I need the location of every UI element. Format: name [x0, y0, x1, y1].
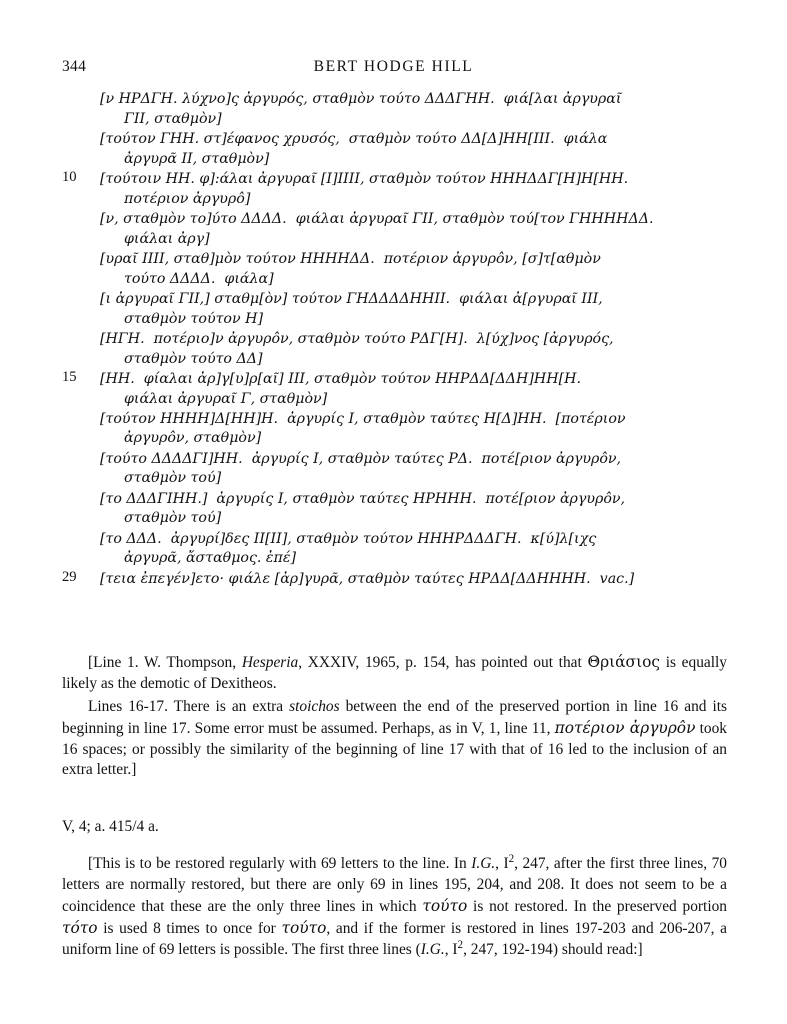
commentary-paragraph-lines16-17 — [62, 697, 727, 782]
inscription-block — [62, 90, 727, 590]
para2-term-stoichos: stoichos — [289, 697, 340, 715]
inscription-line — [62, 410, 727, 448]
para2-greek-phrase: ποτέριον ἀργυρôν — [554, 718, 696, 737]
inscription-line-text: [ΗΓΗ. ποτέριο]ν ἀργυρôν, σταθμὸν τούτο ΡΔΓ[Η]. λ[ύχ]νος [ἀργυρός, — [100, 330, 614, 347]
inscription-line — [62, 370, 727, 408]
running-head-title: BERT HODGE HILL — [313, 58, 474, 75]
para3-ig-ref-1: I.G. — [471, 855, 496, 873]
inscription-line-number: 29 — [62, 568, 77, 585]
inscription-line-text: [τούτο ΔΔΔΔΓΙ]ΗΗ. ἀργυρίς Ι, σταθμὸν ταύτες ΡΔ. ποτέ[ριον ἀργυρôν, — [100, 450, 622, 467]
inscription-line-text: [το ΔΔΔΓΙΗΗ.] ἀργυρίς Ι, σταθμὸν ταύτες ΗΡΗΗΗ. ποτέ[ριον ἀργυρôν, — [100, 490, 626, 507]
para1-text-3: is equally likely as the demotic of Dexitheos. — [62, 654, 727, 692]
inscription-line-text: [τούτον ΗΗΗΗ]Δ[ΗΗ]Η. ἀργυρίς Ι, σταθμὸν ταύτες Η[Δ]ΗΗ. [ποτέριον — [100, 410, 626, 427]
page-number: 344 — [62, 58, 87, 75]
inscription-line-continuation: φιάλαι ἀργ] — [124, 230, 210, 247]
inscription-line-number: 15 — [62, 368, 77, 385]
inscription-line-continuation: ἀργυρôν, σταθμὸν] — [124, 430, 262, 447]
inscription-line-continuation: ἀργυρᾶ ΙΙ, σταθμὸν] — [124, 150, 270, 167]
inscription-line — [62, 290, 727, 328]
para3-text-6: , and if the former is restored in lines 197-203 and 206-207, a uniform line of 69 letters is possible. The first three lines ( — [62, 919, 727, 958]
inscription-line-text: [ν ΗΡΔΓΗ. λύχνο]ς ἀργυρός, σταθμὸν τούτο ΔΔΔΓΗΗ. φιά[λαι ἀργυραῖ — [100, 91, 622, 107]
para3-text-8: , 247, 192-194) should read:] — [463, 940, 643, 958]
para3-superscript-2: 2 — [457, 938, 464, 951]
inscription-line-continuation: σταθμὸν τού] — [124, 470, 222, 487]
inscription-line-continuation: ΓΙΙ, σταθμὸν] — [124, 110, 222, 127]
para3-text-1: [This is to be restored regularly with 69 letters to the line. In — [88, 855, 472, 873]
para2-text-1: Lines 16-17. There is an extra — [88, 697, 290, 715]
paragraph-spacer — [62, 781, 727, 797]
inscription-line — [62, 170, 727, 208]
inscription-line — [62, 570, 727, 589]
inscription-line-text: [τούτοιν ΗΗ. φ]:άλαι ἀργυραῖ [Ι]ΙΙΙΙ, σταθμὸν τούτον ΗΗΗΔΔΓ[Η]Η[ΗΗ. — [100, 170, 629, 187]
inscription-line-continuation: ἀργυρᾶ, ἄσταθμος. ἐπέ] — [124, 550, 297, 567]
inscription-line-continuation: σταθμὸν τού] — [124, 510, 222, 527]
para3-greek-1: τούτο — [422, 896, 468, 915]
para1-text-2: , XXXIV, 1965, p. 154, has pointed out that — [298, 654, 588, 671]
inscription-line-number: 10 — [62, 168, 77, 185]
para3-text-5: is used 8 times to once for — [97, 919, 282, 937]
inscription-line-continuation: σταθμὸν τούτο ΔΔ] — [124, 350, 263, 367]
inscription-line — [62, 210, 727, 248]
para3-text-7: , I — [444, 940, 458, 958]
inscription-line-continuation: ποτέριον ἀργυρô] — [124, 190, 251, 207]
inscription-line-text: [ι ἀργυραῖ ΓΙΙ,] σταθμ[ὸν] τούτον ΓΗΔΔΔΔΗΗΙΙ. φιάλαι ἀ[ργυραῖ ΙΙΙ, — [100, 290, 603, 307]
para3-text-3: , 247, after the first three lines, 70 letters are normally restored, but there are only 69 in lines 195, 204, and 208. It does not seem to be a coincidence that these are the only three lines in which — [62, 855, 727, 915]
inscription-line-continuation: φιάλαι ἀργυραῖ Γ, σταθμὸν] — [124, 390, 328, 407]
inscription-line — [62, 130, 727, 168]
para2-text-3: took 16 spaces; or possibly the similarity of the beginning of line 17 with that of 16 led to the inclusion of an extra letter.] — [62, 719, 727, 779]
inscription-line — [62, 250, 727, 288]
para1-greek-demotic: Θριάσιος — [587, 653, 660, 671]
inscription-line-text: [τούτον ΓΗΗ. στ]έφανος χρυσός, σταθμὸν τούτο ΔΔ[Δ]ΗΗ[ΙΙΙ. φιάλα — [100, 130, 608, 147]
inscription-line-text: [υραῖ ΙΙΙΙ, σταθ]μὸν τούτον ΗΗΗΗΔΔ. ποτέριον ἀργυρôν, [σ]τ[αθμὸν — [100, 250, 601, 267]
commentary-block — [62, 652, 727, 961]
inscription-line — [62, 530, 727, 568]
para3-greek-2: τότο — [62, 918, 98, 937]
paragraph-spacer-2 — [62, 838, 727, 854]
para3-greek-3: τούτο — [281, 918, 327, 937]
inscription-line — [62, 330, 727, 368]
para3-ig-ref-2: I.G. — [420, 940, 445, 958]
para2-text-2: between the end of the preserved portion in line 16 and its beginning in line 17. Some error must be assumed. Perhaps, as in V, 1, line 11, — [62, 697, 727, 737]
para3-superscript-1: 2 — [508, 853, 515, 865]
section-heading: V, 4; a. 415/4 a. — [62, 818, 159, 836]
commentary-paragraph-line1 — [62, 652, 727, 695]
para1-text-1: [Line 1. W. Thompson, — [88, 654, 242, 671]
para3-text-4: is not restored. In the preserved portion — [467, 897, 727, 915]
inscription-line-continuation: τούτο ΔΔΔΔ. φιάλα] — [124, 270, 274, 287]
commentary-paragraph-restoration — [62, 854, 727, 960]
inscription-line-text: [ΗΗ. φίαλαι ἀρ]γ[υ]ρ[αῖ] ΙΙΙ, σταθμὸν τούτον ΗΗΡΔΔ[ΔΔΗ]ΗΗ[Η. — [100, 370, 582, 387]
running-head — [0, 58, 787, 78]
inscription-line — [62, 450, 727, 488]
inscription-line-text: [ν, σταθμὸν το]ύτο ΔΔΔΔ. φιάλαι ἀργυραῖ ΓΙΙ, σταθμὸν τού[τον ΓΗΗΗΗΔΔ. — [100, 210, 654, 227]
para1-journal-title: Hesperia — [241, 654, 299, 671]
inscription-line — [62, 90, 727, 128]
inscription-line-text: [τεια ἐπεγέν]ετο· φιάλε [ἀρ]γυρᾶ, σταθμὸν ταύτες ΗΡΔΔ[ΔΔΗΗΗΗ. vac.] — [100, 570, 635, 587]
inscription-line — [62, 490, 727, 528]
para3-text-2: , I — [495, 855, 509, 873]
inscription-line-text: [το ΔΔΔ. ἀργυρί]δες ΙΙ[ΙΙ], σταθμὸν τούτον ΗΗΗΡΔΔΔΓΗ. κ[ύ]λ[ιχς — [100, 530, 597, 547]
inscription-line-continuation: σταθμὸν τούτον Η] — [124, 310, 264, 327]
